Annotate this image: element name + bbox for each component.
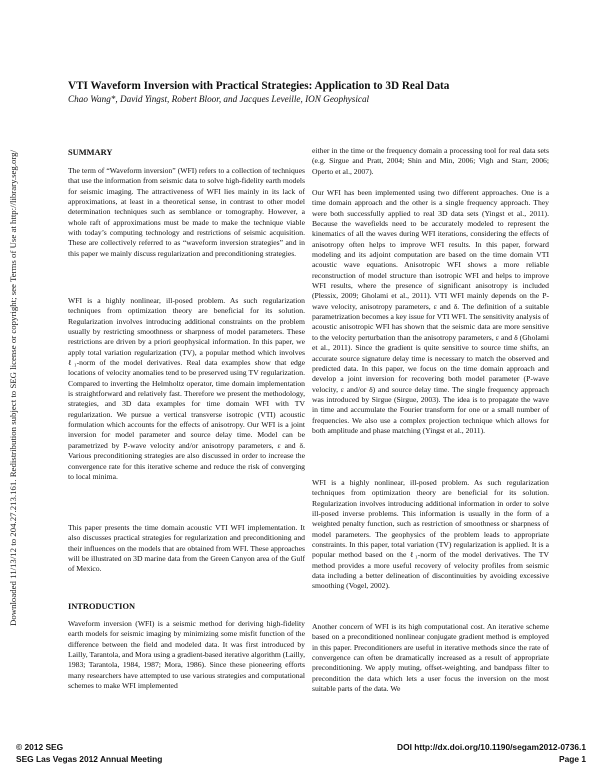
summary-paragraph-1: The term of “Waveform inversion” (WFI) refers to a collection of techniques that use the information from seismic data to solve high-fidelity earth models for seismic imaging. The attractiveness of WFI lies mainly in its lack of approximations, at least in a theoretical sense, in contrast to other model determination techniques such as semblance or tomography. However, a whole raft of approximations must be made to make the technique viable with today’s computing technology and restrictions of seismic acquisition. These are collectively referred to as “waveform inversion strategies” and in this paper we mainly discuss regularization and preconditioning strategies. <box>68 166 305 258</box>
paper-title: VTI Waveform Inversion with Practical Strategies: Application to 3D Real Data <box>68 80 450 92</box>
paper-authors: Chao Wang*, David Yingst, Robert Bloor, and Jacques Leveille, ION Geophysical <box>68 94 370 104</box>
footer-copyright: © 2012 SEG <box>16 742 64 752</box>
summary-paragraph-3: This paper presents the time domain acoustic VTI WFI implementation. It also discusses practical strategies for regularization and preconditioning and their influences on the models that are obtained from WFI. These approaches will be illustrated on 3D marine data from the Green Canyon area of the Gulf of Mexico. <box>68 523 305 574</box>
footer-page-number: Page 1 <box>558 754 586 764</box>
right-paragraph-4: Another concern of WFI is its high computational cost. An iterative scheme based on a preconditioned nonlinear conjugate gradient method is employed in this paper. Preconditioners are useful in iterative methods since the rate of convergence can often be dramatically increased as a result of appropriate preconditioning. We apply muting, offset-weighting, and bandpass filter to precondition the data which lets a user focus the inversion on the most suitable parts of the data. We <box>312 622 549 694</box>
download-notice <box>0 0 26 776</box>
summary-paragraph-2: WFI is a highly nonlinear, ill-posed problem. As such regularization techniques from optimization theory are beneficial for its solution. Regularization involves introducing additional constraints on the problem usually by restricting smoothness or sharpness of model parameters. These restrictions are driven by a priori geophysical information. In this paper, we apply total variation regularization (TV), a popular method which involves ℓ₁-norm of the model derivatives. Real data examples show that edge locations of velocity anomalies tend to be preserved using TV regularization. Compared to inverting the Helmholtz operator, time domain implementation is straightforward and relatively fast. Therefore we present the methodology, strategies, and 3D data examples for time domain WFI with TV regularization. We pursue a vertical transverse isotropic (VTI) acoustic formulation which accounts for the effects of anisotropy. Our WFI is a joint inversion for model parameter and source delay time. Model can be parametrized by P-wave velocity and/or anisotropy parameters, ε and δ. Various preconditioning strategies are also discussed in order to increase the convergence rate for this iterative scheme and reduce the risk of converging to local minima. <box>68 296 305 481</box>
right-paragraph-1: either in the time or the frequency domain a processing tool for real data sets (e.g. Sirgue and Pratt, 2004; Shin and Min, 2006; Vigh and Starr, 2006; Operto et al., 2007). <box>312 146 549 176</box>
introduction-paragraph: Waveform inversion (WFI) is a seismic method for deriving high-fidelity earth models for seismic imaging by minimizing some misfit function of the difference between the field and modeled data. It was first introduced by Lailly, Tarantola, and Mora using a gradient-based iterative algorithm (Lailly, 1983; Tarantola, 1984, 1987; Mora, 1986). Since these pioneering efforts many researchers have attempted to use various strategies and computational schemes to make WFI implemented <box>68 619 305 691</box>
introduction-heading: INTRODUCTION <box>68 602 136 611</box>
download-notice-text: Downloaded 11/13/12 to 204.27.213.161. Redistribution subject to SEG license or copyright; see Terms of Use at http://library.seg.org/ <box>8 149 18 627</box>
summary-heading: SUMMARY <box>68 148 113 157</box>
right-paragraph-3: WFI is a highly nonlinear, ill-posed problem. As such regularization techniques from optimization theory are beneficial for its solution. Regularization involves introducing additional information in order to solve ill-posed inverse problems. This information is usually in the form of a weighted penalty function, such as restriction of smoothness or sharpness of model parameters. The geophysics of the problem leads to appropriate constraints. In this paper, total variation (TV) regularization is applied. It is a popular method based on the ℓ₁-norm of the model derivatives. The TV method provides a more useful recovery of velocity profiles from seismic data including a better delineation of discontinuities by avoiding excessive smoothing (Vogel, 2002). <box>312 478 549 591</box>
footer-meeting: SEG Las Vegas 2012 Annual Meeting <box>16 754 163 764</box>
footer-doi: DOI http://dx.doi.org/10.1190/segam2012-0736.1 <box>397 742 586 752</box>
right-paragraph-2: Our WFI has been implemented using two different approaches. One is a time domain approach and the other is a single frequency approach. They were both successfully applied to real 3D data sets (Yingst et al., 2011). Because the wavefields need to be accurately modeled to represent the kinematics of all the waves during WFI iterations, considering the effects of anisotropy often helps to improve WFI results. In this paper, forward modeling and its adjoint computation are based on the time domain VTI acoustic wave equations. Anisotropic WFI shows a more reliable reconstruction of model structure than isotropic WFI and helps to improve WFI results, where the presence of significant anisotropy is included (Plessix, 2009; Gholami et al., 2011). VTI WFI mainly depends on the P-wave velocity, anisotropy parameters, ε and δ. The definition of a suitable parametrization becomes a key issue for VTI WFI. The sensitivity analysis of acoustic anisotropic WFI has shown that the seismic data are more sensitive to the velocity perturbation than the anisotropy parameters, ε and δ (Gholami et al., 2011). Since the gradient is quite sensitive to source time shifts, an accurate source signature delay time is necessary to match the observed and predicted data. In this paper, we focus on the time domain approach and develop a joint inversion for recovering both model parameter (P-wave velocity, ε and/or δ) and source delay time. The single frequency approach was introduced by Sirgue (Sirgue, 2003). The idea is to propagate the wave in time and accumulate the Fourier transform for one or a small number of frequencies. We also use a complex projection technique which allows for both amplitude and phase matching (Yingst et al., 2011). <box>312 188 549 435</box>
